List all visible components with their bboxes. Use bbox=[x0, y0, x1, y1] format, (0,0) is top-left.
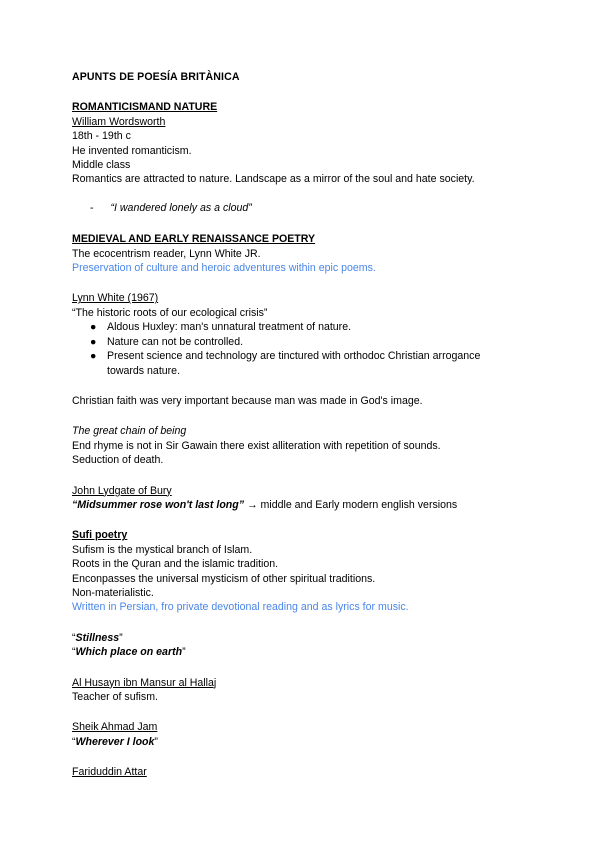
heading-jam: Sheik Ahmad Jam bbox=[72, 721, 158, 734]
text-line: Teacher of sufism. bbox=[72, 691, 158, 703]
text-line: Christian faith was very important because man was made in God's image. bbox=[72, 394, 423, 407]
heading-hallaj: Al Husayn ibn Mansur al Hallaj bbox=[72, 676, 217, 689]
text-line: He invented romanticism. bbox=[72, 144, 192, 157]
lydgate-line: “Midsummer rose won't last long” → middle and Early modern english versions bbox=[72, 498, 458, 511]
text-line: Sufism is the mystical branch of Islam. bbox=[72, 543, 253, 556]
text-line: Seduction of death. bbox=[72, 454, 164, 467]
text-line: Enconpasses the universal mysticism of other spiritual traditions. bbox=[72, 572, 376, 585]
heading-great-chain: The great chain of being bbox=[72, 425, 187, 438]
author-wordsworth: William Wordsworth bbox=[72, 115, 166, 128]
list-item: ● Aldous Huxley: man's unnatural treatment of nature. bbox=[90, 321, 352, 334]
text-line: The ecocentrism reader, Lynn White JR. bbox=[72, 247, 261, 260]
heading-attar: Fariduddin Attar bbox=[72, 766, 147, 779]
text-line: Romantics are attracted to nature. Landscape as a mirror of the soul and hate society. bbox=[72, 173, 475, 186]
bullet-icon: ● bbox=[90, 321, 97, 334]
list-item-continuation: towards nature. bbox=[107, 364, 181, 377]
bullet-icon: ● bbox=[90, 335, 97, 348]
list-item: ● Present science and technology are tinctured with orthodoc Christian arrogance bbox=[90, 350, 481, 363]
text-line: Non-materialistic. bbox=[72, 586, 154, 599]
quote-list-item bbox=[72, 201, 542, 215]
heading-sufi: Sufi poetry bbox=[72, 529, 128, 542]
section-heading-medieval: MEDIEVAL AND EARLY RENAISSANCE POETRY bbox=[72, 233, 316, 246]
quote-text: “I wandered lonely as a cloud” bbox=[110, 201, 252, 214]
heading-lydgate: John Lydgate of Bury bbox=[72, 484, 172, 497]
section-heading-romanticism: ROMANTICISMAND NATURE bbox=[72, 101, 218, 114]
heading-lynn-white: Lynn White (1967) bbox=[72, 292, 159, 305]
text-line: End rhyme is not in Sir Gawain there exist alliteration with repetition of sounds. bbox=[72, 439, 441, 452]
bullet-list bbox=[72, 320, 542, 378]
subtitle-line: “The historic roots of our ecological crisis” bbox=[72, 306, 268, 319]
highlighted-line: Preservation of culture and heroic adventures within epic poems. bbox=[72, 262, 376, 275]
list-item: ● Nature can not be controlled. bbox=[90, 335, 244, 348]
dash-marker: - bbox=[90, 201, 94, 214]
document-page bbox=[72, 70, 542, 780]
text-line: Roots in the Quran and the islamic tradition. bbox=[72, 558, 279, 571]
document-title: APUNTS DE POESÍA BRITÀNICA bbox=[72, 71, 240, 83]
text-line: Middle class bbox=[72, 159, 131, 172]
text-line: 18th - 19th c bbox=[72, 130, 131, 143]
poem-title-which-place: “Which place on earth” bbox=[72, 646, 186, 659]
poem-title-wherever: “Wherever I look” bbox=[72, 735, 158, 748]
highlighted-line: Written in Persian, fro private devotional reading and as lyrics for music. bbox=[72, 601, 409, 614]
bullet-icon: ● bbox=[90, 350, 97, 363]
poem-title-stillness: “Stillness” bbox=[72, 631, 123, 644]
